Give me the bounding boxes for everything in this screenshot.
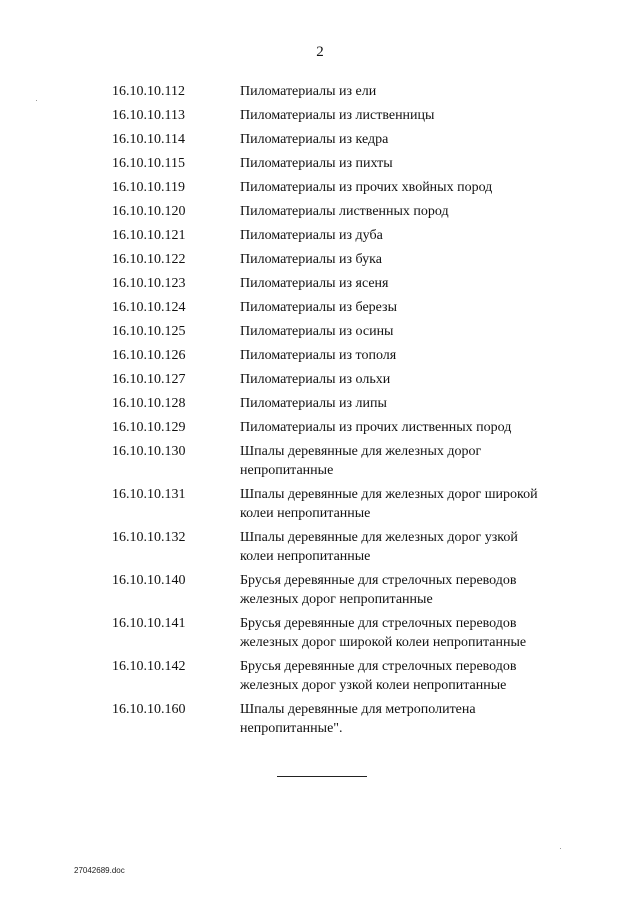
description-line: Пиломатериалы из березы xyxy=(240,300,397,315)
item-code: 16.10.10.115 xyxy=(112,156,185,171)
list-item xyxy=(112,274,572,293)
description-line: Шпалы деревянные для железных дорог xyxy=(240,444,482,459)
item-description xyxy=(240,154,572,173)
list-item xyxy=(112,82,572,101)
item-description xyxy=(240,442,572,480)
description-line: Пиломатериалы из тополя xyxy=(240,348,397,363)
item-description xyxy=(240,418,572,437)
list-item xyxy=(112,370,572,389)
description-line: железных дорог широкой колеи непропитанные xyxy=(240,635,527,650)
description-line: непропитанные". xyxy=(240,721,343,736)
list-item xyxy=(112,700,572,738)
description-line: Пиломатериалы лиственных пород xyxy=(240,204,449,219)
list-item xyxy=(112,346,572,365)
item-description xyxy=(240,700,572,738)
end-rule-divider xyxy=(277,776,367,777)
description-line: Пиломатериалы из кедра xyxy=(240,132,389,147)
item-description xyxy=(240,394,572,413)
item-code: 16.10.10.126 xyxy=(112,348,186,363)
description-line: железных дорог узкой колеи непропитанные xyxy=(240,678,507,693)
item-description xyxy=(240,346,572,365)
item-code: 16.10.10.119 xyxy=(112,180,185,195)
description-line: Пиломатериалы из пихты xyxy=(240,156,393,171)
description-line: Пиломатериалы из липы xyxy=(240,396,387,411)
list-item xyxy=(112,154,572,173)
item-code: 16.10.10.123 xyxy=(112,276,186,291)
list-item xyxy=(112,394,572,413)
description-line: непропитанные xyxy=(240,463,334,478)
description-line: колеи непропитанные xyxy=(240,549,371,564)
item-code: 16.10.10.112 xyxy=(112,84,185,99)
item-description xyxy=(240,250,572,269)
item-code: 16.10.10.160 xyxy=(112,702,186,717)
description-line: Пиломатериалы из осины xyxy=(240,324,394,339)
description-line: Пиломатериалы из прочих хвойных пород xyxy=(240,180,493,195)
footer-filename: 27042689.doc xyxy=(74,866,125,875)
description-line: Пиломатериалы из дуба xyxy=(240,228,383,243)
description-line: Пиломатериалы из лиственницы xyxy=(240,108,435,123)
list-item xyxy=(112,657,572,695)
item-description xyxy=(240,178,572,197)
list-item xyxy=(112,298,572,317)
description-line: Шпалы деревянные для железных дорог широкой xyxy=(240,487,538,502)
item-code: 16.10.10.120 xyxy=(112,204,186,219)
list-item xyxy=(112,571,572,609)
item-description xyxy=(240,202,572,221)
item-description xyxy=(240,657,572,695)
classification-list xyxy=(112,82,572,743)
description-line: Шпалы деревянные для железных дорог узкой xyxy=(240,530,518,545)
list-item xyxy=(112,250,572,269)
item-description xyxy=(240,130,572,149)
description-line: Брусья деревянные для стрелочных переводов xyxy=(240,573,517,588)
description-line: Шпалы деревянные для метрополитена xyxy=(240,702,476,717)
list-item xyxy=(112,528,572,566)
item-description xyxy=(240,571,572,609)
list-item xyxy=(112,130,572,149)
item-code: 16.10.10.132 xyxy=(112,530,186,545)
item-description xyxy=(240,226,572,245)
item-code: 16.10.10.127 xyxy=(112,372,186,387)
description-line: Пиломатериалы из прочих лиственных пород xyxy=(240,420,512,435)
item-description xyxy=(240,82,572,101)
item-description xyxy=(240,370,572,389)
item-code: 16.10.10.129 xyxy=(112,420,186,435)
description-line: Пиломатериалы из ясеня xyxy=(240,276,389,291)
list-item xyxy=(112,418,572,437)
item-code: 16.10.10.121 xyxy=(112,228,186,243)
list-item xyxy=(112,614,572,652)
list-item xyxy=(112,202,572,221)
item-description xyxy=(240,274,572,293)
list-item xyxy=(112,106,572,125)
description-line: Пиломатериалы из ольхи xyxy=(240,372,391,387)
description-line: Брусья деревянные для стрелочных переводов xyxy=(240,616,517,631)
list-item xyxy=(112,322,572,341)
item-code: 16.10.10.140 xyxy=(112,573,186,588)
description-line: Пиломатериалы из бука xyxy=(240,252,382,267)
item-description xyxy=(240,528,572,566)
item-description xyxy=(240,106,572,125)
item-description xyxy=(240,614,572,652)
item-description xyxy=(240,485,572,523)
item-code: 16.10.10.125 xyxy=(112,324,186,339)
description-line: железных дорог непропитанные xyxy=(240,592,433,607)
item-code: 16.10.10.113 xyxy=(112,108,185,123)
item-description xyxy=(240,298,572,317)
description-line: Брусья деревянные для стрелочных переводов xyxy=(240,659,517,674)
list-item xyxy=(112,226,572,245)
item-code: 16.10.10.141 xyxy=(112,616,186,631)
item-code: 16.10.10.122 xyxy=(112,252,186,267)
description-line: Пиломатериалы из ели xyxy=(240,84,377,99)
item-code: 16.10.10.142 xyxy=(112,659,186,674)
item-code: 16.10.10.128 xyxy=(112,396,186,411)
item-code: 16.10.10.114 xyxy=(112,132,185,147)
description-line: колеи непропитанные xyxy=(240,506,371,521)
list-item xyxy=(112,485,572,523)
scan-speck xyxy=(560,848,561,849)
list-item xyxy=(112,178,572,197)
item-code: 16.10.10.131 xyxy=(112,487,186,502)
scan-speck xyxy=(36,100,37,101)
page-number: 2 xyxy=(316,44,324,60)
item-code: 16.10.10.130 xyxy=(112,444,186,459)
list-item xyxy=(112,442,572,480)
item-code: 16.10.10.124 xyxy=(112,300,186,315)
item-description xyxy=(240,322,572,341)
